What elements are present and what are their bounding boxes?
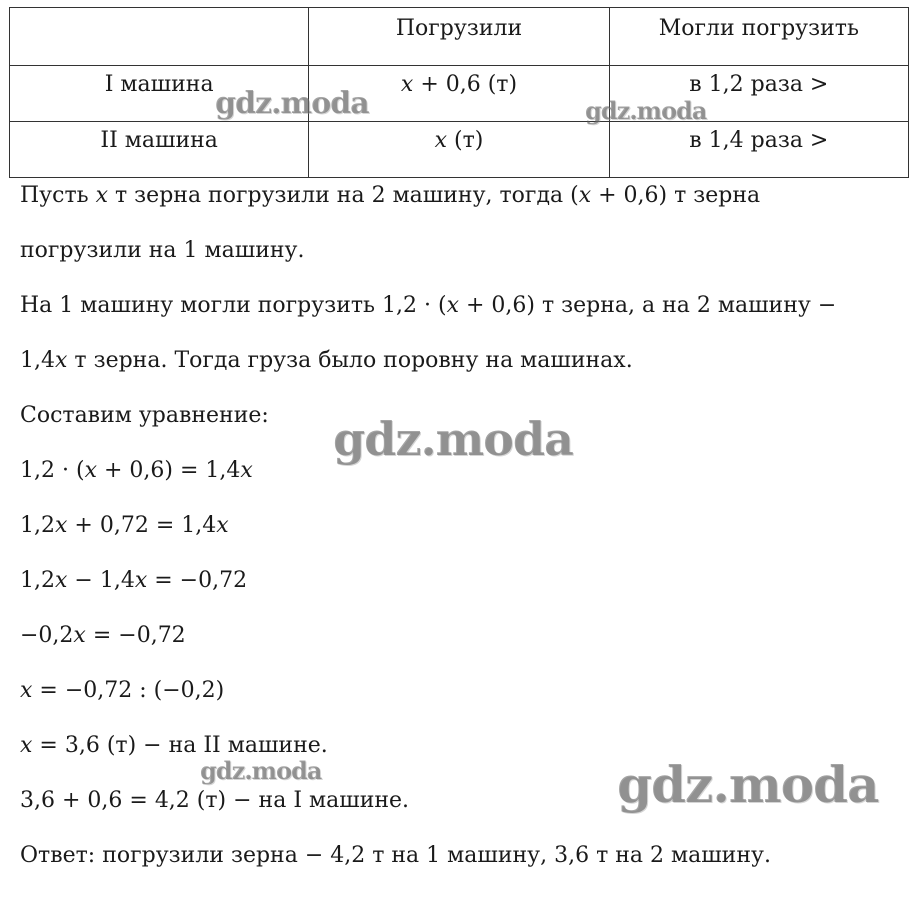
watermark: gdz.moda	[200, 756, 322, 785]
text: = −0,72	[85, 623, 186, 648]
table-row	[10, 66, 909, 122]
text: На 1 машину могли погрузить 1,2 · (	[20, 293, 447, 318]
text: = 3,6 (т) − на II машине.	[32, 733, 328, 758]
text: + 0,6) т зерна	[591, 183, 761, 208]
answer-line: Ответ: погрузили зерна − 4,2 т на 1 машину, 3,6 т на 2 машину.	[20, 843, 771, 868]
equation-3	[20, 567, 247, 595]
header-cell-loaded: Погрузили	[309, 8, 609, 66]
variable-x: x	[240, 458, 253, 483]
text: = −0,72	[147, 568, 248, 593]
text: 1,2	[20, 568, 55, 593]
variable-x: x	[73, 623, 86, 648]
solution-line-2: погрузили на 1 машину.	[20, 238, 305, 263]
row-label: II машина	[10, 122, 309, 178]
row-label: I машина	[10, 66, 309, 122]
header-cell-empty	[10, 8, 309, 66]
loaded-rest: (т)	[447, 128, 484, 153]
row-could-load: в 1,4 раза >	[609, 122, 908, 178]
watermark: gdz.moda	[585, 96, 707, 125]
header-cell-could-load: Могли погрузить	[609, 8, 908, 66]
text: 1,2	[20, 513, 55, 538]
solution-line-5: Составим уравнение:	[20, 403, 269, 428]
text: + 0,72 = 1,4	[67, 513, 217, 538]
watermark: gdz.moda	[617, 755, 879, 814]
variable-x: x	[55, 568, 68, 593]
equation-2	[20, 512, 229, 540]
solution-line-1	[20, 182, 760, 210]
row-loaded	[309, 122, 609, 178]
text: 1,2 · (	[20, 458, 85, 483]
variable-x: x	[578, 183, 592, 208]
equation-7: 3,6 + 0,6 = 4,2 (т) − на I машине.	[20, 788, 410, 813]
text: = −0,72 : (−0,2)	[32, 678, 225, 703]
equation-6	[20, 732, 328, 760]
equation-4	[20, 622, 186, 650]
variable-x: x	[84, 458, 97, 483]
text: т зерна. Тогда груза было поровну на машинах.	[67, 348, 633, 373]
equation-1	[20, 457, 253, 485]
data-table	[9, 7, 909, 178]
watermark: gdz.moda	[215, 86, 369, 121]
text: Пусть	[20, 183, 96, 208]
variable-x: x	[434, 128, 448, 153]
equation-5	[20, 677, 224, 705]
row-loaded	[309, 66, 609, 122]
watermark: gdz.moda	[333, 412, 573, 466]
text: + 0,6) = 1,4	[96, 458, 241, 483]
variable-x: x	[95, 183, 109, 208]
variable-x: x	[400, 72, 414, 97]
text: −0,2	[20, 623, 74, 648]
variable-x: x	[216, 513, 229, 538]
text: − 1,4	[67, 568, 135, 593]
solution-line-4	[20, 347, 633, 375]
row-could-load: в 1,2 раза >	[609, 66, 908, 122]
variable-x: x	[446, 293, 459, 318]
text: т зерна погрузили на 2 машину, тогда (	[108, 183, 579, 208]
table-row	[10, 122, 909, 178]
variable-x: x	[20, 733, 33, 758]
text: 1,4	[20, 348, 55, 373]
solution-line-3	[20, 292, 836, 320]
variable-x: x	[55, 348, 68, 373]
variable-x: x	[134, 568, 148, 593]
loaded-rest: + 0,6 (т)	[413, 72, 518, 97]
variable-x: x	[20, 678, 33, 703]
variable-x: x	[55, 513, 68, 538]
text: + 0,6) т зерна, а на 2 машину −	[458, 293, 837, 318]
table-header-row	[10, 8, 909, 66]
